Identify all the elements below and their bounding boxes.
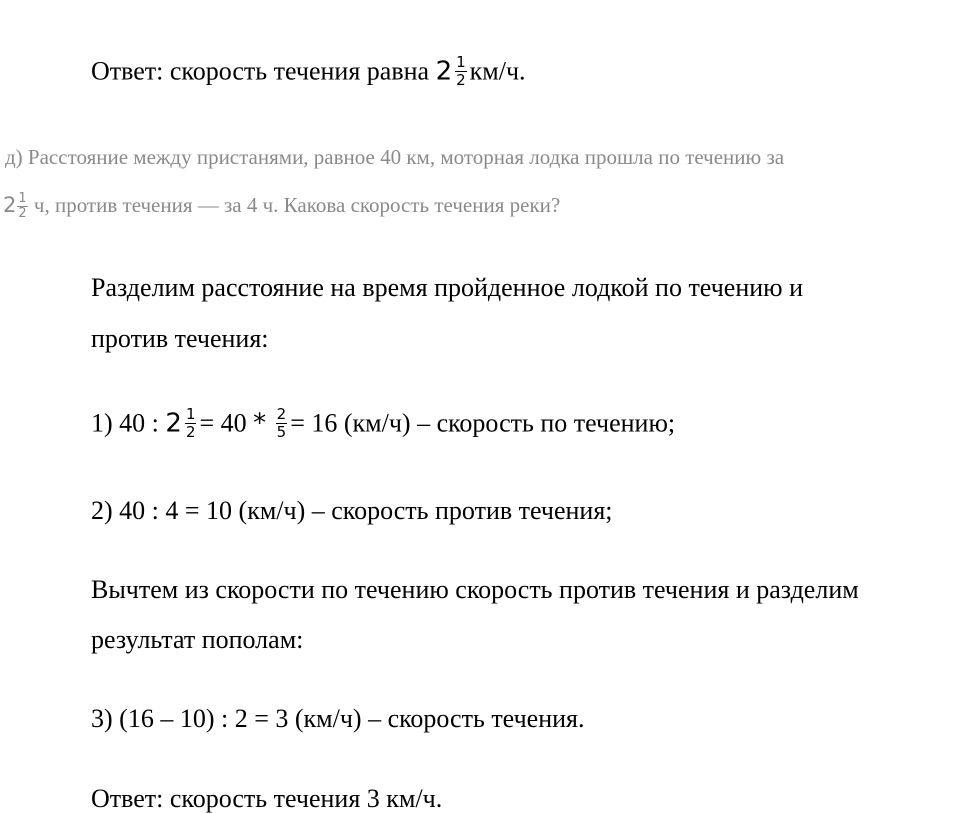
solution-text: против течения: [91,324,269,353]
mixed-number-whole: 2 [3,193,17,217]
step-2 [91,496,613,526]
solution-text: Вычтем из скорости по течению скорость против течения и разделим [91,575,859,604]
task-text: ч, против течения — за 4 ч. Какова скорость течения реки? [28,193,561,217]
step-3-text: 3) (16 – 10) : 2 = 3 (км/ч) – скорость течения. [91,704,585,733]
fraction [17,192,27,221]
fraction-denominator: 2 [456,71,466,89]
multiply-operator: * [253,408,267,439]
solution-intro-line-2 [91,324,269,354]
final-answer-text: Ответ: скорость течения 3 км/ч. [91,784,443,813]
task-statement-line-2 [3,192,560,222]
mixed-number-whole: 2 [165,408,182,439]
fraction-denominator: 2 [18,205,27,221]
solution-intro-line-1 [91,273,803,303]
mixed-number-whole: 2 [435,56,453,87]
fraction [276,406,288,441]
solution-text: результат пополам: [91,625,304,654]
previous-answer [91,53,526,91]
fraction-denominator: 5 [276,423,287,441]
fraction-numerator: 1 [456,53,466,71]
explanation-line-2 [91,625,303,655]
final-answer [91,784,442,814]
step-1 [91,405,676,443]
fraction-numerator: 1 [185,405,196,423]
step-1-result: = 16 (км/ч) – скорость по течению; [290,408,676,438]
step-2-text: 2) 40 : 4 = 10 (км/ч) – скорость против течения; [91,496,613,525]
previous-answer-prefix: Ответ: скорость течения равна [91,56,436,86]
task-text: д) Расстояние между пристанями, равное 40 км, моторная лодка прошла по течению за [5,145,785,169]
fraction [185,406,197,441]
fraction-numerator: 1 [18,190,27,206]
fraction [455,54,467,89]
fraction-denominator: 2 [185,423,196,441]
step-3 [91,704,584,734]
previous-answer-unit: км/ч. [469,56,526,86]
explanation-line-1 [91,575,859,605]
step-1-mid: = 40 [199,408,254,438]
solution-text: Разделим расстояние на время пройденное лодкой по течению и [91,273,803,302]
step-1-prefix: 1) 40 : [91,408,166,438]
task-statement-line-1 [5,144,784,170]
fraction-numerator: 2 [276,405,287,423]
